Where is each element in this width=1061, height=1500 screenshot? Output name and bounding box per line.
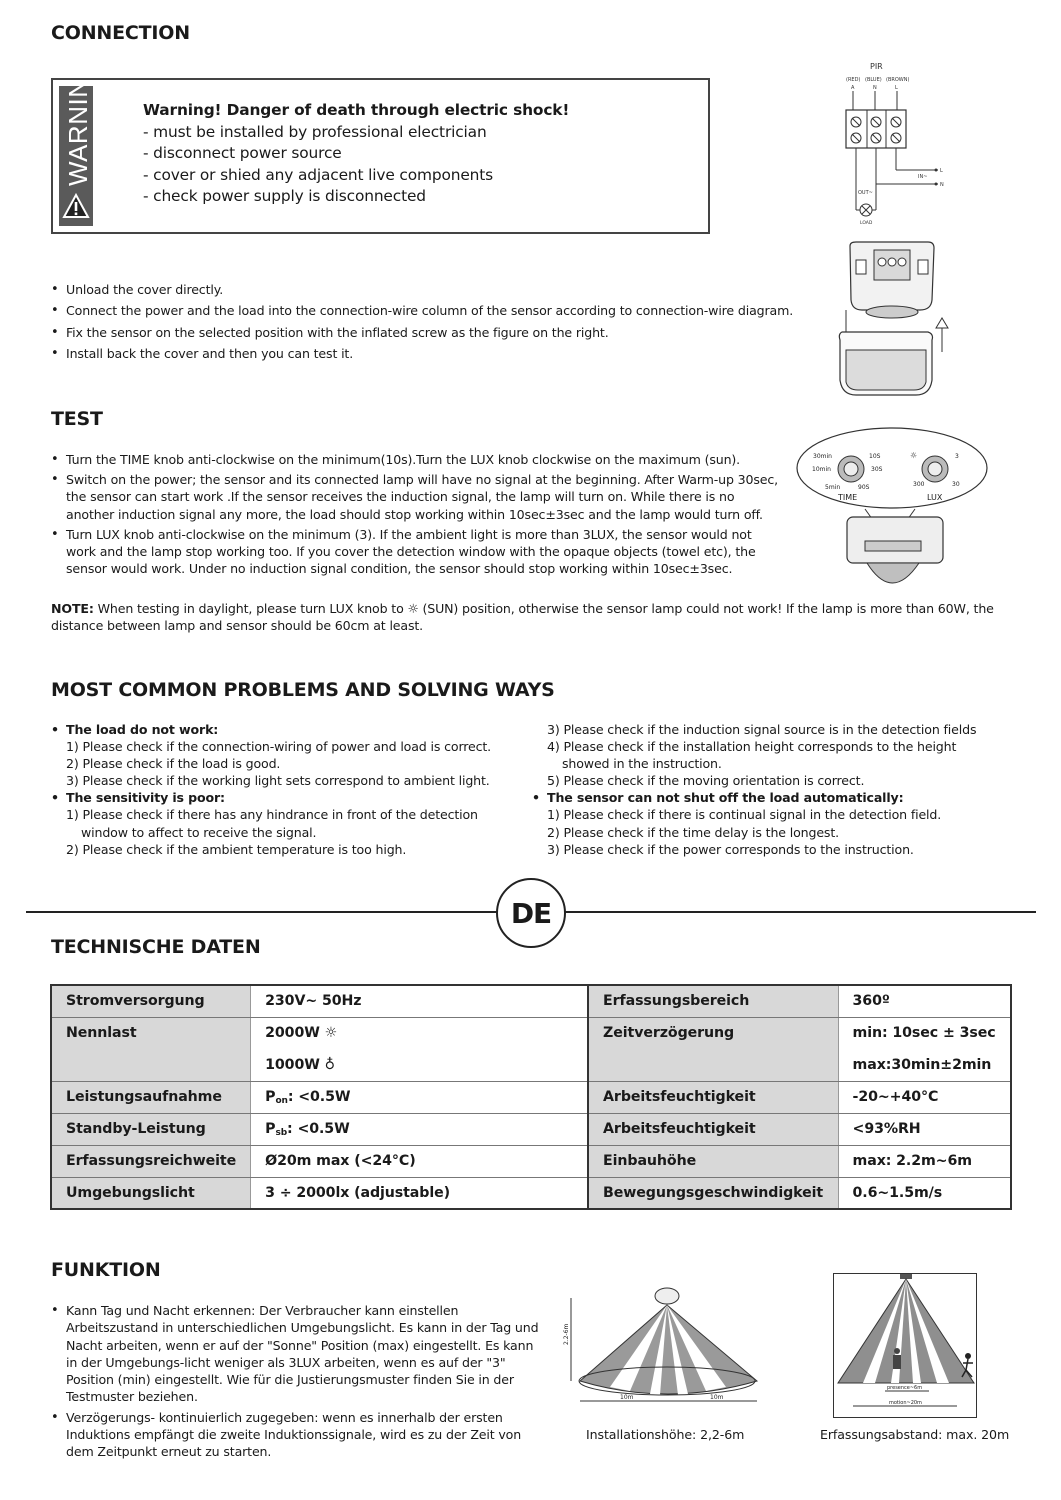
table-cell: Nennlast (51, 1017, 251, 1049)
figure-caption: Installationshöhe: 2,2-6m (586, 1427, 745, 1442)
list-item: • Kann Tag und Nacht erkennen: Der Verbraucher kann einstellen Arbeitszustand in unterschiedlichen Umgebungslicht. Es kann in der Tag und Nacht arbeiten, wenn er auf der "Sonne" Position (max) eingestellt. Es kann in der Umgebungs-licht weniger als 3LUX arbeiten, wenn es auf der "3" Position (min) eingestellt. Wie für die Justierungsmuster finden Sie in der Testmuster beziehen. (51, 1302, 541, 1406)
time-5min-label: 5min (825, 484, 841, 491)
language-badge-label: DE (510, 896, 552, 930)
table-cell: 0.6~1.5m/s (852, 1184, 943, 1201)
problem-check: 2) Please check if the time delay is the longest. (547, 824, 839, 840)
list-item: • Install back the cover and then you can test it. (51, 345, 811, 362)
tech-heading: TECHNISCHE DATEN (51, 936, 261, 958)
language-badge (496, 878, 566, 948)
wire-brown-label: (BROWN) (886, 77, 910, 83)
problem-check: 1) Please check if there is continual signal in the detection field. (547, 807, 942, 823)
table-cell: 3 ÷ 2000lx (adjustable) (251, 1177, 588, 1209)
table-cell (251, 1017, 588, 1049)
lamp-icon: ♁ (324, 1056, 335, 1073)
supply-l-label: L (940, 168, 943, 174)
connection-steps (51, 281, 811, 366)
sensor-mounting-illustration (832, 240, 952, 405)
table-cell: Arbeitsfeuchtigkeit (588, 1081, 838, 1113)
note-label: NOTE: (51, 601, 94, 616)
table-row (51, 1145, 1011, 1177)
table-cell: Umgebungslicht (51, 1177, 251, 1209)
problem-check: 2) Please check if the load is good. (66, 756, 281, 772)
list-item: • Switch on the power; the sensor and its connected lamp will have no signal at the beginning. After Warm-up 30sec, the sensor can start work .If the sensor receives the induction signal, the lamp will turn on. While there is no another induction signal any more, the load should stop working within 10sec±3sec and the lamp would turn off. (51, 471, 781, 523)
note-text: When testing in daylight, please turn LUX knob to (93, 601, 408, 616)
table-value: 1000W (265, 1056, 320, 1073)
table-cell: Ø20m max (<24°C) (251, 1145, 588, 1177)
time-10min-label: 10min (812, 466, 831, 473)
terminal-a-label: A (851, 85, 855, 91)
presence-range-label: presence~6m (887, 1385, 923, 1391)
load-label: LOAD (860, 221, 873, 226)
wiring-diagram (830, 58, 950, 228)
funktion-list (51, 1302, 541, 1465)
warning-triangle-icon (62, 192, 90, 220)
warning-line: - disconnect power source (143, 144, 342, 162)
table-cell: max: 2.2m~6m (838, 1145, 1011, 1177)
table-cell: -20~+40°C (838, 1081, 1011, 1113)
problem-check: 1) Please check if the connection-wiring of power and load is correct. (66, 739, 492, 755)
table-cell: Stromversorgung (51, 985, 251, 1017)
table-row (51, 985, 1011, 1017)
table-value: 2000W (265, 1025, 320, 1042)
terminal-l-label: L (895, 85, 898, 91)
table-cell (51, 1049, 251, 1081)
radius-left-label: 10m (620, 1394, 634, 1401)
table-value: P (265, 1088, 276, 1105)
time-30s-label: 30S (871, 466, 883, 473)
warning-strip (59, 57, 93, 226)
list-item: • Verzögerungs- kontinuierlich zugegeben: wenn es innerhalb der ersten Induktions empfängt die zweite Induktionssignale, wird es zu der Zeit von dem Zeitpunkt erneut zu starten. (51, 1409, 541, 1461)
subscript: sb (275, 1127, 288, 1138)
table-cell: 360º (838, 985, 1011, 1017)
time-30min-label: 30min (813, 453, 832, 460)
problem-title: • The load do not work: (51, 721, 521, 738)
knob-settings-illustration (795, 425, 990, 600)
problem-title: • The sensitivity is poor: (51, 789, 521, 806)
funktion-heading: FUNKTION (51, 1259, 161, 1281)
table-cell (588, 1049, 838, 1081)
table-cell: Zeitverzögerung (588, 1017, 838, 1049)
table-value: : <0.5W (287, 1088, 351, 1105)
list-item: • Unload the cover directly. (51, 281, 811, 298)
table-cell: Einbauhöhe (588, 1145, 838, 1177)
test-steps (51, 451, 781, 581)
table-cell: min: 10sec ± 3sec (852, 1025, 996, 1042)
motion-range-label: motion~20m (889, 1400, 922, 1406)
sun-icon: ☼ (407, 601, 419, 616)
table-value: P (265, 1120, 276, 1137)
lux-sun-icon: ☼ (910, 451, 918, 460)
connection-heading: CONNECTION (51, 22, 190, 44)
in-label: IN~ (918, 174, 928, 180)
time-knob-label: TIME (838, 493, 858, 502)
lux-knob-label: LUX (927, 493, 943, 502)
list-item: • Turn the TIME knob anti-clockwise on the minimum(10s).Turn the LUX knob clockwise on the maximum (sun). (51, 451, 781, 468)
list-item: • Fix the sensor on the selected position with the inflated screw as the figure on the right. (51, 324, 811, 341)
problem-check: 5) Please check if the moving orientation is correct. (547, 773, 865, 789)
problems-left-column (51, 721, 521, 858)
table-cell: <93%RH (838, 1113, 1011, 1145)
warning-line: - check power supply is disconnected (143, 187, 426, 205)
table-cell: Bewegungsgeschwindigkeit (588, 1177, 838, 1209)
list-item: • Turn LUX knob anti-clockwise on the minimum (3). If the ambient light is more than 3LUX, the sensor would not work and the lamp stop working too. If you cover the detection window with the opaque objects (towel etc), the sensor would work. Under no induction signal condition, the sensor should stop working within 10sec±3sec. (51, 526, 781, 578)
time-10s-label: 10S (869, 453, 881, 460)
table-cell (251, 1113, 588, 1145)
test-heading: TEST (51, 408, 103, 430)
problem-check: 3) Please check if the induction signal source is in the detection fields (547, 722, 977, 737)
problem-check: window to affect to receive the signal. (81, 824, 317, 840)
problems-heading: MOST COMMON PROBLEMS AND SOLVING WAYS (51, 679, 555, 701)
table-cell: Erfassungsbereich (588, 985, 838, 1017)
figure-caption: Erfassungsabstand: max. 20m (820, 1427, 1010, 1442)
problem-check: 3) Please check if the working light sets correspond to ambient light. (66, 773, 490, 789)
table-cell (251, 1081, 588, 1113)
note (51, 600, 1011, 634)
problem-check: 3) Please check if the power corresponds to the instruction. (547, 841, 914, 857)
time-90s-label: 90S (858, 484, 870, 491)
table-value: : <0.5W (287, 1120, 350, 1137)
pir-label: PIR (870, 62, 883, 71)
lux-30-label: 30 (952, 481, 960, 488)
supply-n-label: N (940, 182, 944, 188)
table-row (51, 1049, 1011, 1081)
table-cell (251, 1049, 588, 1081)
problem-check: showed in the instruction. (562, 756, 722, 772)
table-cell: Leistungsaufnahme (51, 1081, 251, 1113)
table-cell: Erfassungsreichweite (51, 1145, 251, 1177)
installation-height-figure (560, 1283, 770, 1418)
table-row (51, 1017, 1011, 1049)
detection-distance-figure (833, 1273, 977, 1418)
lux-300-label: 300 (913, 481, 925, 488)
list-item: • Connect the power and the load into the connection-wire column of the sensor according to connection-wire diagram. (51, 302, 811, 319)
tech-table (50, 984, 1012, 1210)
table-row (51, 1177, 1011, 1209)
table-cell: Arbeitsfeuchtigkeit (588, 1113, 838, 1145)
warning-line: - cover or shied any adjacent live components (143, 165, 494, 184)
sun-icon: ☼ (324, 1025, 338, 1042)
wire-blue-label: (BLUE) (865, 77, 882, 83)
problem-check: 1) Please check if there has any hindrance in front of the detection (66, 807, 478, 823)
height-label: 2.2-6m (563, 1323, 570, 1345)
warning-word: WARNING (63, 57, 93, 186)
table-cell: 230V~ 50Hz (251, 985, 588, 1017)
warning-title: Warning! Danger of death through electric shock! (143, 101, 570, 119)
radius-right-label: 10m (710, 1394, 724, 1401)
problem-title: • The sensor can not shut off the load automatically: (532, 789, 1012, 806)
warning-line: - must be installed by professional electrician (143, 122, 487, 141)
subscript: on (275, 1095, 288, 1106)
problem-check: 4) Please check if the installation height corresponds to the height (547, 739, 957, 755)
table-cell: Standby-Leistung (51, 1113, 251, 1145)
table-row (51, 1081, 1011, 1113)
terminal-n-label: N (873, 85, 877, 91)
table-row (51, 1113, 1011, 1145)
wire-red-label: (RED) (846, 77, 861, 83)
table-cell: max:30min±2min (838, 1049, 1011, 1081)
warning-box (51, 57, 710, 234)
note-text: (SUN) position, otherwise the sensor lamp could not work! If the lamp is more than 60W, the distance between lamp and sensor should be 60cm at least. (51, 601, 994, 634)
problems-right-column (532, 721, 1012, 858)
problem-check: 2) Please check if the ambient temperature is too high. (66, 841, 407, 857)
lux-3-label: 3 (955, 453, 959, 460)
out-label: OUT~ (858, 190, 873, 196)
